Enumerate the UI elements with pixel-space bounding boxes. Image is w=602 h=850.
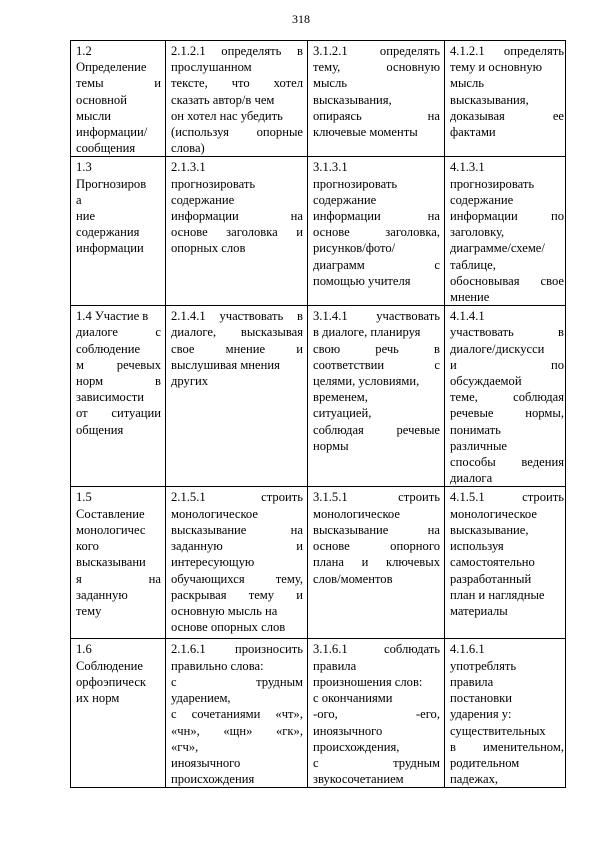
cell-line: сказать автор/в чем <box>171 92 275 107</box>
cell-line: информации <box>76 241 144 256</box>
cell-line: 1.6 <box>76 642 92 657</box>
cell-line: речевые нормы, <box>450 406 564 421</box>
cell-line: целями, условиями, <box>313 374 420 389</box>
grade2-cell <box>166 41 308 157</box>
cell-line: правила <box>450 674 494 689</box>
cell-line: с окончаниями <box>313 691 393 706</box>
cell-line: 3.1.5.1 строить <box>313 490 440 505</box>
cell-line: и по <box>450 357 564 372</box>
cell-line: высказывание на <box>313 522 440 537</box>
cell-line: монологическое <box>171 506 258 521</box>
cell-line: 1.2 <box>76 44 92 58</box>
cell-line: иноязычного <box>171 755 241 770</box>
cell-line: диаграмме/схеме/ <box>450 241 545 256</box>
cell-line: других <box>171 374 209 389</box>
cell-line: общения <box>76 422 124 437</box>
cell-line: существительных <box>450 723 546 738</box>
cell-line: рисунков/фото/ <box>313 241 396 256</box>
table-row <box>71 41 566 157</box>
skill-cell <box>71 639 166 788</box>
cell-line: тексте, что хотел <box>171 76 303 91</box>
cell-line: плана и ключевых <box>313 555 440 570</box>
cell-line: правильно слова: <box>171 658 264 673</box>
cell-line: высказывани <box>76 555 146 570</box>
cell-line: используя <box>450 539 504 554</box>
cell-line: я на <box>76 571 161 586</box>
grade4-cell <box>445 487 566 639</box>
cell-line: ударения у: <box>450 707 512 722</box>
cell-line: понимать <box>450 422 501 437</box>
skill-cell <box>71 306 166 487</box>
cell-line: диалога <box>450 471 493 486</box>
cell-line: 2.1.3.1 <box>171 160 206 175</box>
cell-line: заданную и <box>171 539 303 554</box>
cell-line: м речевых <box>76 357 161 372</box>
cell-line: слов/моментов <box>313 571 393 586</box>
cell-line: зависимости <box>76 390 144 405</box>
cell-line: высказывание, <box>450 522 529 537</box>
cell-line: свою речь в <box>313 341 440 356</box>
cell-line: 3.1.4.1 участвовать <box>313 309 440 324</box>
cell-line: ситуацией, <box>313 406 372 421</box>
cell-line: диаграмм с <box>313 257 440 272</box>
cell-line: основной <box>76 92 127 107</box>
cell-line: темы и <box>76 76 161 91</box>
cell-line: основную мысль на <box>171 603 278 618</box>
cell-line: диалоге, высказывая <box>171 325 303 340</box>
cell-line: в именительном, <box>450 739 564 754</box>
cell-line: Прогнозиров <box>76 176 147 191</box>
cell-line: раскрывая тему и <box>171 587 303 602</box>
cell-line: употреблять <box>450 658 517 673</box>
cell-line: 2.1.4.1 участвовать в <box>171 309 303 324</box>
cell-line: информации по <box>450 209 564 224</box>
grade2-cell <box>166 487 308 639</box>
cell-line: прослушанном <box>171 60 252 75</box>
cell-line: 1.3 <box>76 160 92 175</box>
cell-line: фактами <box>450 125 496 140</box>
cell-line: информации/ <box>76 125 148 140</box>
cell-line: содержание <box>313 192 377 207</box>
grade2-cell <box>166 306 308 487</box>
cell-line: 1.4 Участие в <box>76 309 149 324</box>
cell-line: соблюдая речевые <box>313 422 440 437</box>
cell-line: монологическое <box>313 506 400 521</box>
cell-line: содержание <box>171 192 235 207</box>
cell-line: произношения слов: <box>313 674 423 689</box>
cell-line: мнение <box>450 290 490 305</box>
cell-line: мысль <box>313 76 348 91</box>
skill-cell <box>71 41 166 157</box>
table-body <box>71 41 566 788</box>
cell-line: участвовать в <box>450 325 564 340</box>
cell-line: обсуждаемой <box>450 374 522 389</box>
cell-line: постановки <box>450 691 513 706</box>
grade3-cell <box>308 41 445 157</box>
grade4-cell <box>445 157 566 306</box>
cell-line: опираясь на <box>313 108 440 123</box>
cell-line: с трудным <box>171 674 303 689</box>
cell-line: выслушивая мнения <box>171 357 280 372</box>
cell-line: Соблюдение <box>76 658 143 673</box>
cell-line: содержания <box>76 225 140 240</box>
table-row <box>71 639 566 788</box>
cell-line: основе заголовка, <box>313 225 440 240</box>
cell-line: 4.1.5.1 строить <box>450 490 564 505</box>
cell-line: опорных слов <box>171 241 246 256</box>
grade4-cell <box>445 639 566 788</box>
cell-line: 4.1.2.1 определять <box>450 44 564 58</box>
table-row <box>71 487 566 639</box>
grade4-cell <box>445 41 566 157</box>
cell-line: основе опорного <box>313 539 440 554</box>
cell-line: план и наглядные <box>450 587 545 602</box>
cell-line: от ситуации <box>76 406 161 421</box>
cell-line: монологичес <box>76 522 146 537</box>
cell-line: прогнозировать <box>313 176 398 191</box>
cell-line: основе заголовка и <box>171 225 303 240</box>
cell-line: правила <box>313 658 357 673</box>
cell-line: орфоэпическ <box>76 674 147 689</box>
cell-line: Составление <box>76 506 145 521</box>
cell-line: материалы <box>450 603 508 618</box>
cell-line: тему, основную <box>313 60 440 75</box>
cell-line: норм в <box>76 374 161 389</box>
cell-line: информации на <box>313 209 440 224</box>
cell-line: их норм <box>76 691 120 706</box>
cell-line: основе опорных слов <box>171 620 286 635</box>
grade3-cell <box>308 487 445 639</box>
cell-line: «чн», «щн» «гк», <box>171 723 303 738</box>
cell-line: таблице, <box>450 257 496 272</box>
cell-line: в диалоге, планируя <box>313 325 421 340</box>
cell-line: 2.1.5.1 строить <box>171 490 303 505</box>
cell-line: слова) <box>171 141 205 156</box>
cell-line: (используя опорные <box>171 125 303 140</box>
cell-line: соблюдение <box>76 341 141 356</box>
cell-line: высказывания, <box>450 92 529 107</box>
cell-line: разработанный <box>450 571 532 586</box>
cell-line: «гч», <box>171 739 199 754</box>
cell-line: звукосочетанием <box>313 772 404 787</box>
cell-line: ние <box>76 209 96 224</box>
cell-line: сообщения <box>76 141 136 156</box>
cell-line: монологическое <box>450 506 537 521</box>
cell-line: происхождения, <box>313 739 400 754</box>
cell-line: заданную <box>76 587 128 602</box>
cell-line: прогнозировать <box>450 176 535 191</box>
cell-line: происхождения <box>171 772 255 787</box>
grade3-cell <box>308 306 445 487</box>
table-row <box>71 306 566 487</box>
cell-line: свое мнение и <box>171 341 303 356</box>
page-number: 318 <box>292 12 310 26</box>
grade2-cell <box>166 157 308 306</box>
grade4-cell <box>445 306 566 487</box>
cell-line: информации на <box>171 209 303 224</box>
cell-line: доказывая ее <box>450 108 564 123</box>
cell-line: 1.5 <box>76 490 92 505</box>
cell-line: -ого, -его, <box>313 707 440 722</box>
cell-line: обучающихся тему, <box>171 571 303 586</box>
cell-line: высказывания, <box>313 92 392 107</box>
grade3-cell <box>308 639 445 788</box>
cell-line: способы ведения <box>450 455 564 470</box>
table-row <box>71 157 566 306</box>
cell-line: высказывание на <box>171 522 303 537</box>
grade3-cell <box>308 157 445 306</box>
standards-table <box>70 40 566 788</box>
cell-line: диалоге с <box>76 325 161 340</box>
cell-line: Определение <box>76 60 147 75</box>
cell-line: временем, <box>313 390 368 405</box>
cell-line: 3.1.3.1 <box>313 160 348 175</box>
cell-line: с сочетаниями «чт», <box>171 707 303 722</box>
cell-line: теме, соблюдая <box>450 390 564 405</box>
cell-line: интересующую <box>171 555 255 570</box>
cell-line: нормы <box>313 438 349 453</box>
cell-line: 2.1.2.1 определять в <box>171 44 303 58</box>
cell-line: ударением, <box>171 691 231 706</box>
cell-line: родительном <box>450 755 520 770</box>
cell-line: 4.1.4.1 <box>450 309 485 324</box>
cell-line: соответствии с <box>313 357 440 372</box>
cell-line: он хотел нас убедить <box>171 108 283 123</box>
cell-line: ключевые моменты <box>313 125 418 140</box>
skill-cell <box>71 487 166 639</box>
cell-line: тему и основную <box>450 60 543 75</box>
cell-line: содержание <box>450 192 514 207</box>
cell-line: кого <box>76 539 99 554</box>
cell-line: мысль <box>450 76 485 91</box>
cell-line: самостоятельно <box>450 555 535 570</box>
cell-line: иноязычного <box>313 723 383 738</box>
cell-line: заголовку, <box>450 225 505 240</box>
grade2-cell <box>166 639 308 788</box>
cell-line: 3.1.2.1 определять <box>313 44 440 58</box>
cell-line: обосновывая свое <box>450 273 564 288</box>
cell-line: прогнозировать <box>171 176 256 191</box>
cell-line: а <box>76 192 82 207</box>
cell-line: падежах, <box>450 772 499 787</box>
cell-line: тему <box>76 603 102 618</box>
cell-line: 3.1.6.1 соблюдать <box>313 642 440 657</box>
cell-line: 4.1.3.1 <box>450 160 485 175</box>
cell-line: помощью учителя <box>313 273 411 288</box>
cell-line: мысли <box>76 108 112 123</box>
cell-line: с трудным <box>313 755 440 770</box>
cell-line: 4.1.6.1 <box>450 642 485 657</box>
cell-line: различные <box>450 438 508 453</box>
cell-line: 2.1.6.1 произносить <box>171 642 303 657</box>
skill-cell <box>71 157 166 306</box>
cell-line: диалоге/дискусси <box>450 341 545 356</box>
